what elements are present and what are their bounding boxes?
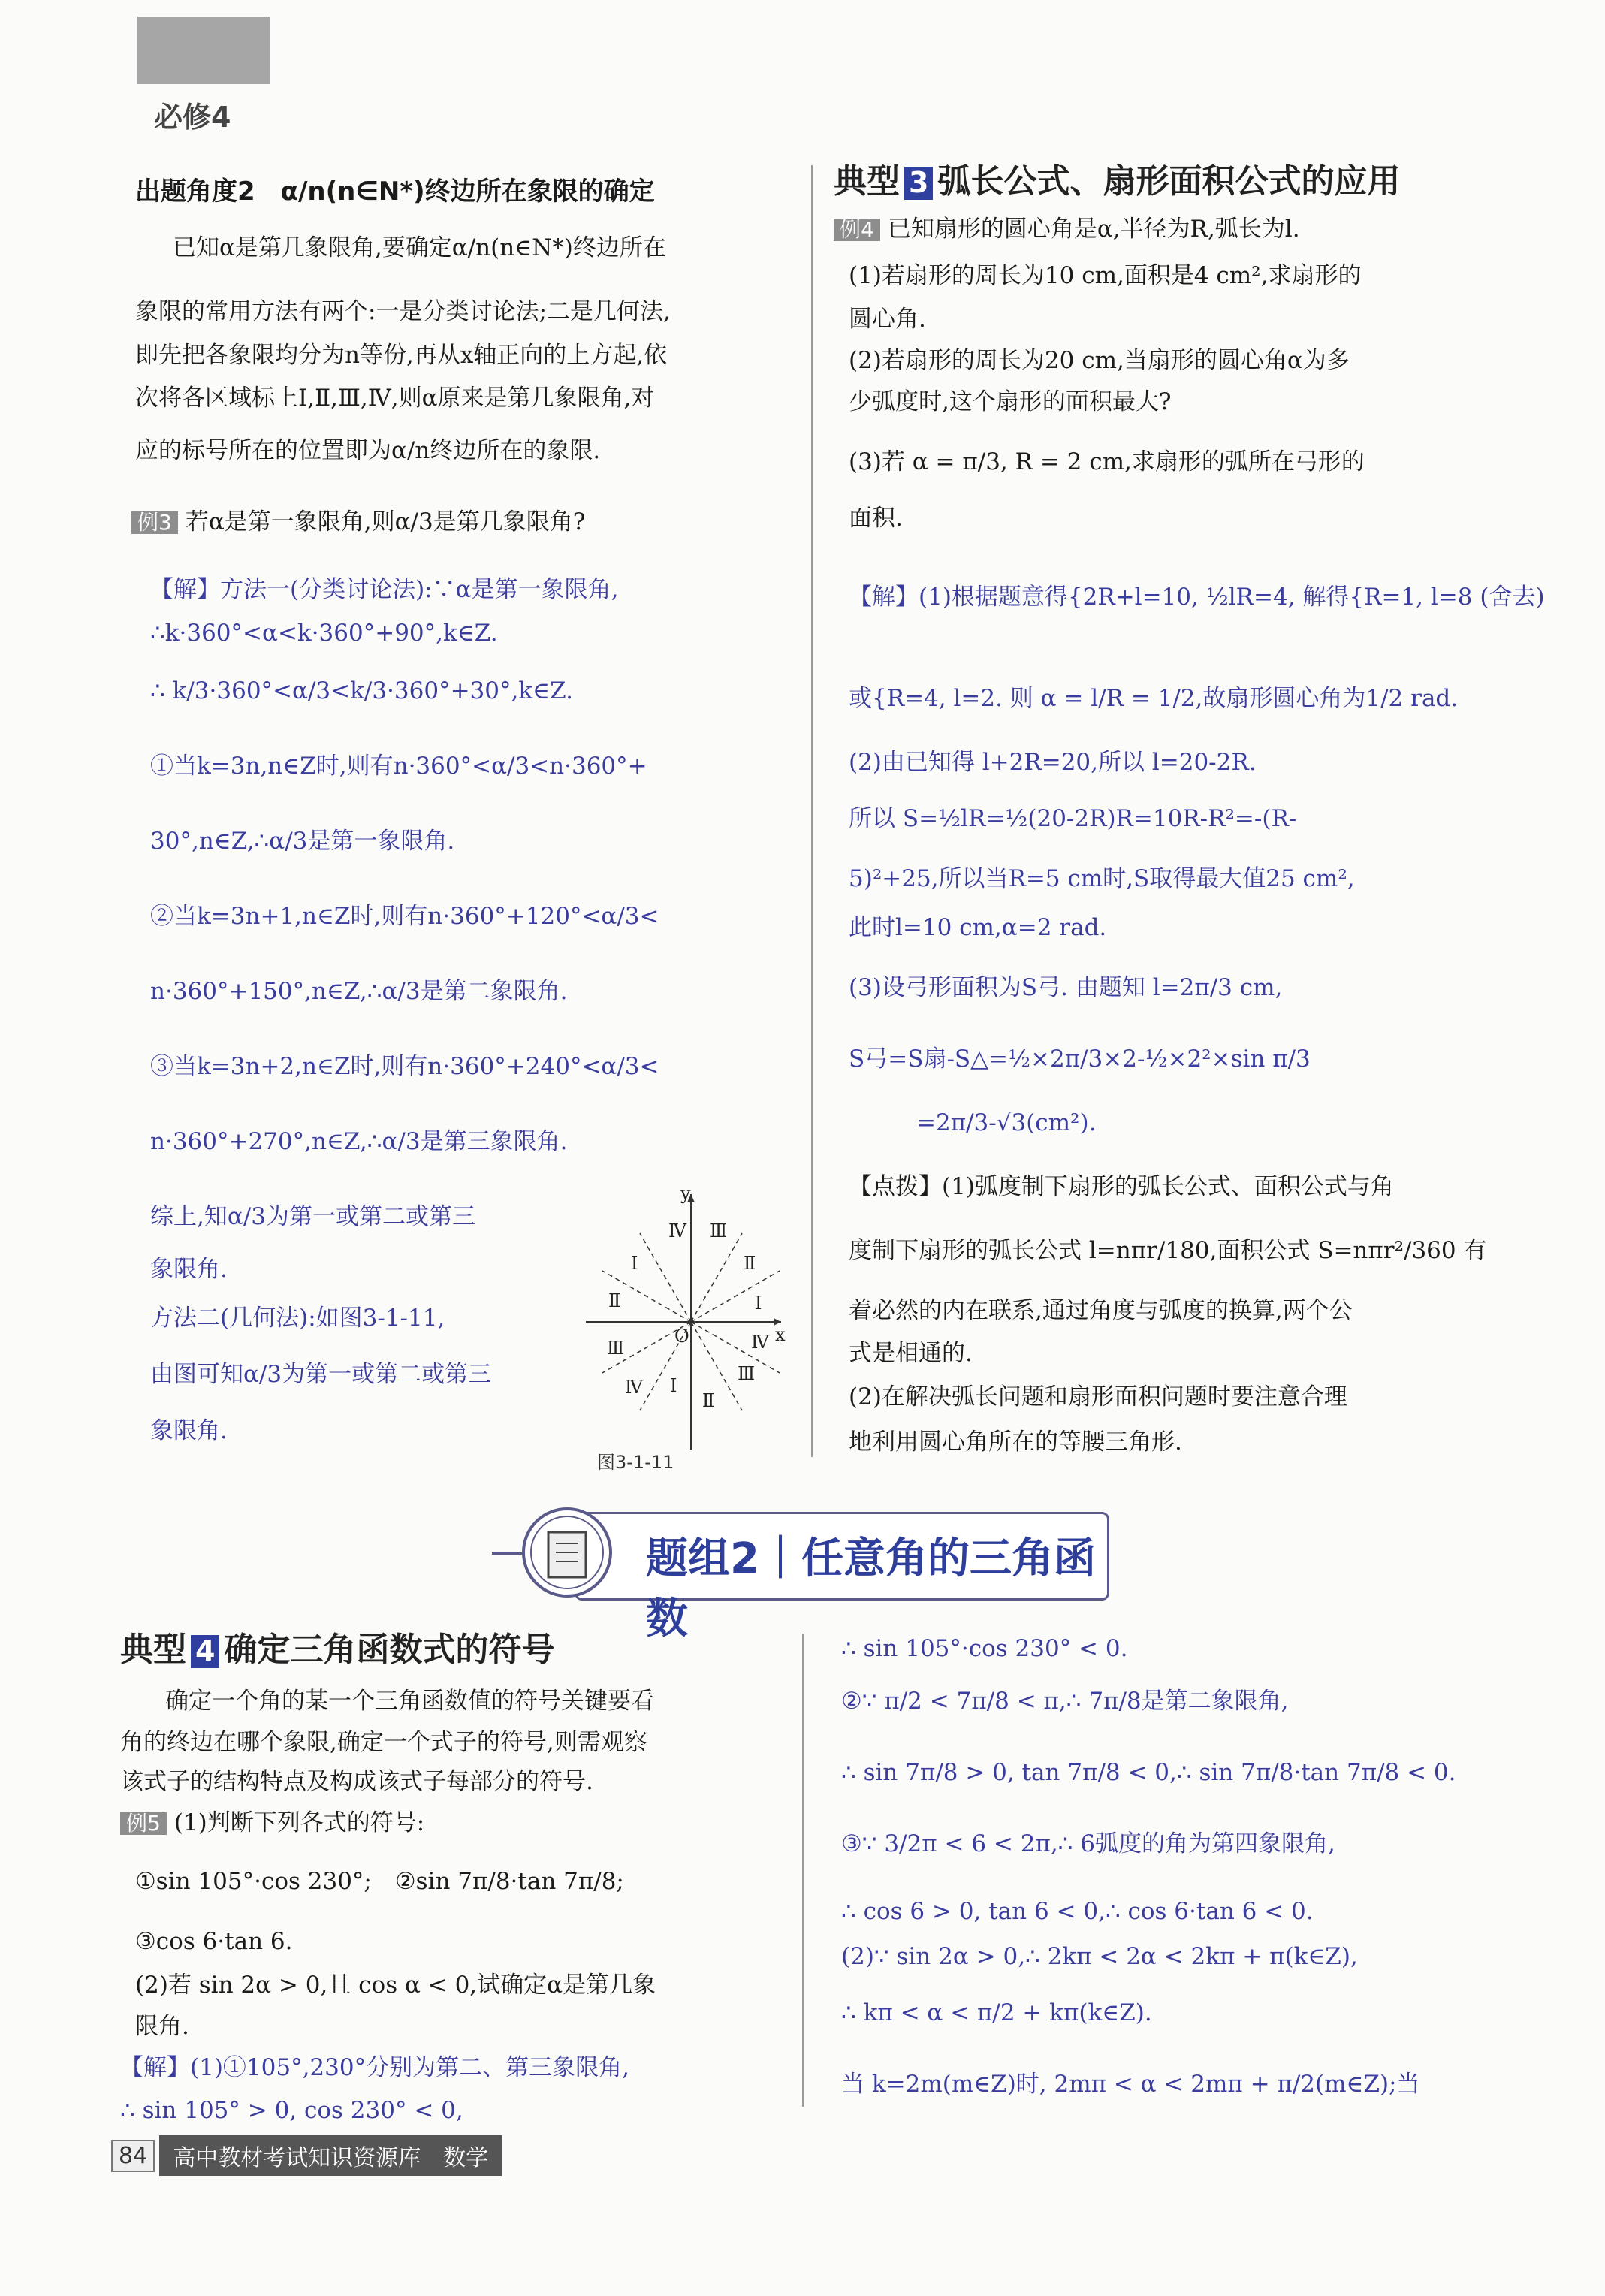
solution-line: =2π/3-√3(cm²). — [916, 1109, 1097, 1136]
example-badge: 例5 — [120, 1812, 167, 1835]
section-prefix: 典型 — [120, 1631, 186, 1669]
solution-line: n·360°+270°,n∈Z,∴α/3是第三象限角. — [150, 1128, 568, 1155]
solution-line: 5)²+25,所以当R=5 cm时,S取得最大值25 cm², — [849, 865, 1355, 892]
intro-line: 应的标号所在的位置即为α/n终边所在的象限. — [135, 437, 601, 464]
question-line: (1)若扇形的周长为10 cm,面积是4 cm²,求扇形的 — [849, 262, 1362, 289]
question-line: 已知扇形的圆心角是α,半径为R,弧长为l. — [887, 216, 1300, 243]
question-line: (3)若 α = π/3, R = 2 cm,求扇形的弧所在弓形的 — [849, 448, 1365, 475]
page-footer — [111, 2137, 502, 2174]
intro-line: 已知α是第几象限角,要确定α/n(n∈N*)终边所在 — [173, 234, 666, 261]
example-line: (1)判断下列各式的符号: — [173, 1809, 425, 1836]
solution-line: ②∵ π/2 < 7π/8 < π,∴ 7π/8是第二象限角, — [841, 1688, 1289, 1715]
fig-label-origin: O — [674, 1326, 689, 1347]
solution-line: 【解】方法一(分类讨论法):∵α是第一象限角, — [150, 576, 619, 603]
question-line: 少弧度时,这个扇形的面积最大? — [849, 388, 1172, 415]
solution-line: (2)由已知得 l+2R=20,所以 l=20-2R. — [849, 749, 1257, 776]
fig-label-x: x — [775, 1324, 786, 1345]
tip-line: 着必然的内在联系,通过角度与弧度的换算,两个公 — [849, 1297, 1353, 1324]
solution-line: 或{R=4, l=2. 则 α = l/R = 1/2,故扇形圆心角为1/2 rad. — [849, 685, 1459, 712]
solution-line: 【解】(1)①105°,230°分别为第二、第三象限角, — [120, 2054, 629, 2081]
angle-title: 出题角度2 α/n(n∈N*)终边所在象限的确定 — [135, 176, 655, 207]
fig-label-i: Ⅰ — [670, 1375, 677, 1396]
fig-label-iii: Ⅲ — [710, 1220, 728, 1242]
solution-line: 此时l=10 cm,α=2 rad. — [849, 914, 1107, 941]
intro-line: 象限的常用方法有两个:一是分类讨论法;二是几何法, — [135, 298, 671, 325]
banner-title: 题组2｜任意角的三角函数 — [646, 1534, 1096, 1643]
question-line: 面积. — [849, 505, 903, 532]
solution-line: ∴ sin 105° > 0, cos 230° < 0, — [120, 2097, 463, 2124]
tip-line: 式是相通的. — [849, 1340, 973, 1367]
footer-book-title: 高中教材考试知识资源库 数学 — [159, 2135, 502, 2176]
group-banner — [492, 1498, 1108, 1643]
fig-label-iii: Ⅲ — [607, 1338, 625, 1359]
header-gray-block — [137, 17, 270, 84]
fig-label-iii: Ⅲ — [738, 1363, 756, 1384]
fig-label-iv: Ⅳ — [625, 1377, 643, 1398]
fig-label-y: y — [680, 1183, 691, 1204]
section-number: 3 — [904, 167, 933, 200]
question-line: 圆心角. — [849, 306, 926, 333]
example-line: 限角. — [135, 2013, 189, 2040]
solution-line: ∴ k/3·360°<α/3<k/3·360°+30°,k∈Z. — [150, 677, 573, 704]
example-5-question — [120, 1809, 425, 1836]
figure-3-1-11 — [578, 1183, 789, 1476]
solution-line: (2)∵ sin 2α > 0,∴ 2kπ < 2α < 2kπ + π(k∈Z), — [841, 1943, 1358, 1970]
intro-line: 该式子的结构特点及构成该式子每部分的符号. — [120, 1768, 593, 1795]
solution-line: ∴ sin 7π/8 > 0, tan 7π/8 < 0,∴ sin 7π/8·tan 7π/8 < 0. — [841, 1759, 1456, 1786]
solution-line: 由图可知α/3为第一或第二或第三 — [150, 1361, 492, 1388]
example-question-text: 若α是第一象限角,则α/3是第几象限角? — [185, 508, 586, 536]
fig-label-iv: Ⅳ — [751, 1332, 769, 1353]
section-number: 4 — [191, 1635, 219, 1668]
section-heading-3 — [834, 162, 1401, 201]
solution-line: (3)设弓形面积为S弓. 由题知 l=2π/3 cm, — [849, 974, 1283, 1001]
tip-line: 地利用圆心角所在的等腰三角形. — [849, 1429, 1182, 1456]
fig-label-iv: Ⅳ — [668, 1220, 686, 1242]
solution-line: ∴ cos 6 > 0, tan 6 < 0,∴ cos 6·tan 6 < 0. — [841, 1898, 1314, 1925]
fig-label-ii: Ⅱ — [744, 1253, 756, 1274]
fig-label-ii: Ⅱ — [702, 1390, 715, 1411]
example-line: ③cos 6·tan 6. — [135, 1928, 293, 1955]
solution-line: ②当k=3n+1,n∈Z时,则有n·360°+120°<α/3< — [150, 903, 659, 930]
solution-line: ③∵ 3/2π < 6 < 2π,∴ 6弧度的角为第四象限角, — [841, 1830, 1335, 1857]
book-label: 必修4 — [154, 101, 231, 134]
fig-label-i: Ⅰ — [755, 1293, 762, 1314]
solution-line: 方法二(几何法):如图3-1-11, — [150, 1305, 445, 1332]
example-line: (2)若 sin 2α > 0,且 cos α < 0,试确定α是第几象 — [135, 1972, 656, 1999]
solution-line: 象限角. — [150, 1417, 228, 1444]
solution-line: S弓=S扇-S△=½×2π/3×2-½×2²×sin π/3 — [849, 1045, 1311, 1073]
solution-line: 综上,知α/3为第一或第二或第三 — [150, 1203, 475, 1230]
solution-line: n·360°+150°,n∈Z,∴α/3是第二象限角. — [150, 978, 568, 1005]
solution-line: 象限角. — [150, 1256, 228, 1283]
intro-line: 角的终边在哪个象限,确定一个式子的符号,则需观察 — [120, 1729, 647, 1756]
example-4-question — [834, 218, 1300, 241]
fig-label-i: Ⅰ — [631, 1253, 638, 1274]
example-line: ①sin 105°·cos 230°; ②sin 7π/8·tan 7π/8; — [135, 1868, 624, 1895]
fig-label-ii: Ⅱ — [608, 1290, 621, 1311]
intro-line: 即先把各象限均分为n等份,再从x轴正向的上方起,依 — [135, 342, 668, 369]
column-divider-lower — [802, 1634, 804, 2107]
solution-line: 30°,n∈Z,∴α/3是第一象限角. — [150, 828, 455, 855]
section-title: 确定三角函数式的符号 — [224, 1631, 555, 1669]
example-badge: 例3 — [131, 511, 178, 534]
intro-line: 确定一个角的某一个三角函数值的符号关键要看 — [165, 1688, 654, 1715]
solution-line: ∴k·360°<α<k·360°+90°,k∈Z. — [150, 620, 498, 647]
solution-line: ③当k=3n+2,n∈Z时,则有n·360°+240°<α/3< — [150, 1053, 659, 1080]
solution-line: ∴ kπ < α < π/2 + kπ(k∈Z). — [841, 1999, 1152, 2026]
intro-line: 次将各区域标上Ⅰ,Ⅱ,Ⅲ,Ⅳ,则α原来是第几象限角,对 — [135, 385, 655, 412]
solution-line: 所以 S=½lR=½(20-2R)R=10R-R²=-(R- — [849, 805, 1297, 832]
example-badge: 例4 — [834, 219, 880, 241]
tip-line: 【点拨】(1)弧度制下扇形的弧长公式、面积公式与角 — [849, 1173, 1394, 1200]
example-3-question — [131, 508, 586, 536]
section-prefix: 典型 — [834, 162, 900, 201]
figure-caption: 图3-1-11 — [597, 1452, 674, 1473]
solution-line: 当 k=2m(m∈Z)时, 2mπ < α < 2mπ + π/2(m∈Z);当 — [841, 2071, 1420, 2098]
solution-line: 【解】(1)根据题意得{2R+l=10, ½lR=4, 解得{R=1, l=8 (舍去) — [849, 584, 1545, 611]
book-icon — [514, 1498, 620, 1607]
solution-line: ∴ sin 105°·cos 230° < 0. — [841, 1635, 1128, 1662]
solution-line: ①当k=3n,n∈Z时,则有n·360°<α/3<n·360°+ — [150, 753, 647, 780]
section-title: 弧长公式、扇形面积公式的应用 — [937, 162, 1401, 201]
tip-line: 度制下扇形的弧长公式 l=nπr/180,面积公式 S=nπr²/360 有 — [849, 1237, 1487, 1264]
tip-line: (2)在解决弧长问题和扇形面积问题时要注意合理 — [849, 1383, 1347, 1410]
page-number: 84 — [111, 2140, 155, 2172]
question-line: (2)若扇形的周长为20 cm,当扇形的圆心角α为多 — [849, 347, 1350, 374]
section-heading-4 — [120, 1631, 555, 1669]
column-divider — [811, 165, 813, 1457]
